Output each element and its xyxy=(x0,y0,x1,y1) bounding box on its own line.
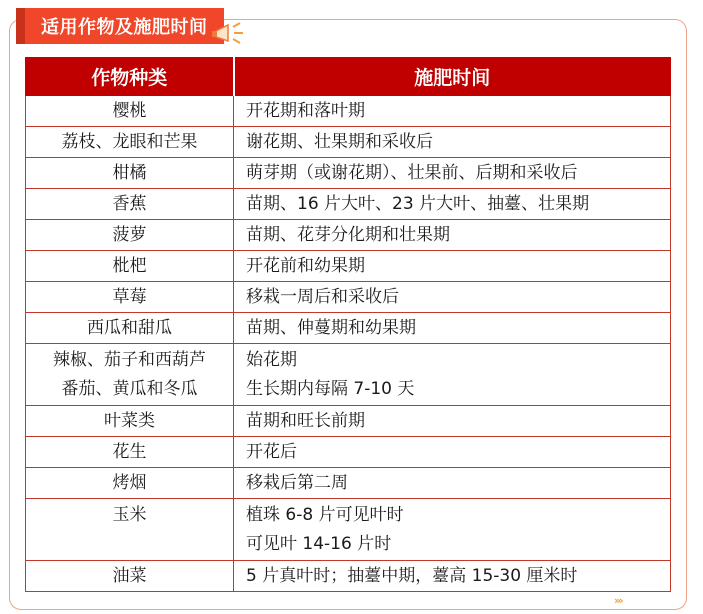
time-cell xyxy=(234,158,671,189)
table-row xyxy=(26,251,671,282)
fertilize-time-text: 苗期、伸蔓期和幼果期 xyxy=(246,318,416,338)
crop-cell xyxy=(26,468,234,499)
crop-name: 柑橘 xyxy=(112,163,147,183)
crop-cell xyxy=(26,282,234,313)
crop-cell xyxy=(26,561,234,592)
time-cell xyxy=(234,251,671,282)
fertilization-table-container xyxy=(25,57,670,592)
crop-cell xyxy=(26,406,234,437)
crop-name: 玉米 xyxy=(112,505,147,525)
time-cell xyxy=(234,406,671,437)
fertilize-time-text: 开花期和落叶期 xyxy=(246,101,365,121)
crop-cell xyxy=(26,127,234,158)
crop-cell xyxy=(26,437,234,468)
crop-name: 荔枝、龙眼和芒果 xyxy=(61,132,198,152)
crop-name: 西瓜和甜瓜 xyxy=(87,318,172,338)
fertilize-time-text: 苗期、花芽分化期和壮果期 xyxy=(246,225,450,245)
badge-fold xyxy=(16,8,25,44)
time-cell xyxy=(234,344,671,406)
time-cell xyxy=(234,561,671,592)
crop-cell xyxy=(26,189,234,220)
table-row xyxy=(26,561,671,592)
fertilize-time-text: 开花前和幼果期 xyxy=(246,256,365,276)
fertilize-time-text: 苗期和旺长前期 xyxy=(246,411,365,431)
crop-name: 烤烟 xyxy=(112,473,147,493)
crop-name: 香蕉 xyxy=(112,194,147,214)
crop-name: 菠萝 xyxy=(112,225,147,245)
fertilize-time-text: 苗期、16 片大叶、23 片大叶、抽薹、壮果期 xyxy=(246,194,590,214)
crop-cell xyxy=(26,251,234,282)
crop-cell xyxy=(26,344,234,406)
fertilize-time-text: 植珠 6-8 片可见叶时 xyxy=(246,505,404,525)
fertilize-time-text: 萌芽期（或谢花期）、壮果前、后期和采收后 xyxy=(246,163,578,183)
fertilize-time-text: 谢花期、壮果期和采收后 xyxy=(246,132,433,152)
fertilize-time-text: 移栽后第二周 xyxy=(246,473,348,493)
table-row xyxy=(26,468,671,499)
fertilize-time-text: 生长期内每隔 7-10 天 xyxy=(246,379,415,399)
table-row xyxy=(26,437,671,468)
fertilization-table xyxy=(25,57,671,592)
crop-name: 枇杷 xyxy=(112,256,147,276)
fertilize-time-text: 5 片真叶时；抽薹中期，薹高 15-30 厘米时 xyxy=(246,566,578,586)
crop-cell xyxy=(26,220,234,251)
crop-cell xyxy=(26,158,234,189)
crop-name: 辣椒、茄子和西葫芦 xyxy=(53,350,206,370)
crop-name: 草莓 xyxy=(112,287,147,307)
time-cell xyxy=(234,468,671,499)
time-cell xyxy=(234,282,671,313)
header-crop-type: 作物种类 xyxy=(26,58,234,96)
table-row xyxy=(26,127,671,158)
table-row xyxy=(26,189,671,220)
crop-cell xyxy=(26,96,234,127)
section-badge-title: 适用作物及施肥时间 xyxy=(41,17,208,38)
time-cell xyxy=(234,189,671,220)
crop-name: 番茄、黄瓜和冬瓜 xyxy=(61,379,198,399)
table-header-row xyxy=(26,58,671,96)
table-row xyxy=(26,220,671,251)
crop-name: 樱桃 xyxy=(112,101,147,121)
crop-cell xyxy=(26,313,234,344)
fertilize-time-text: 移栽一周后和采收后 xyxy=(246,287,399,307)
time-cell xyxy=(234,499,671,561)
fertilize-time-text: 始花期 xyxy=(246,350,297,370)
time-cell xyxy=(234,96,671,127)
table-row xyxy=(26,344,671,406)
table-row xyxy=(26,313,671,344)
table-row xyxy=(26,406,671,437)
table-row xyxy=(26,282,671,313)
table-row xyxy=(26,96,671,127)
crop-cell xyxy=(26,499,234,561)
time-cell xyxy=(234,313,671,344)
crop-name: 叶菜类 xyxy=(104,411,155,431)
crop-name: 花生 xyxy=(112,442,147,462)
chevron-decoration: ››› xyxy=(614,594,622,607)
fertilize-time-text: 可见叶 14-16 片时 xyxy=(246,534,392,554)
table-row xyxy=(26,158,671,189)
header-fertilize-time: 施肥时间 xyxy=(234,58,671,96)
megaphone-icon xyxy=(210,21,246,47)
crop-name: 油菜 xyxy=(112,566,147,586)
time-cell xyxy=(234,127,671,158)
time-cell xyxy=(234,220,671,251)
time-cell xyxy=(234,437,671,468)
section-badge xyxy=(25,8,224,44)
fertilize-time-text: 开花后 xyxy=(246,442,297,462)
table-row xyxy=(26,499,671,561)
